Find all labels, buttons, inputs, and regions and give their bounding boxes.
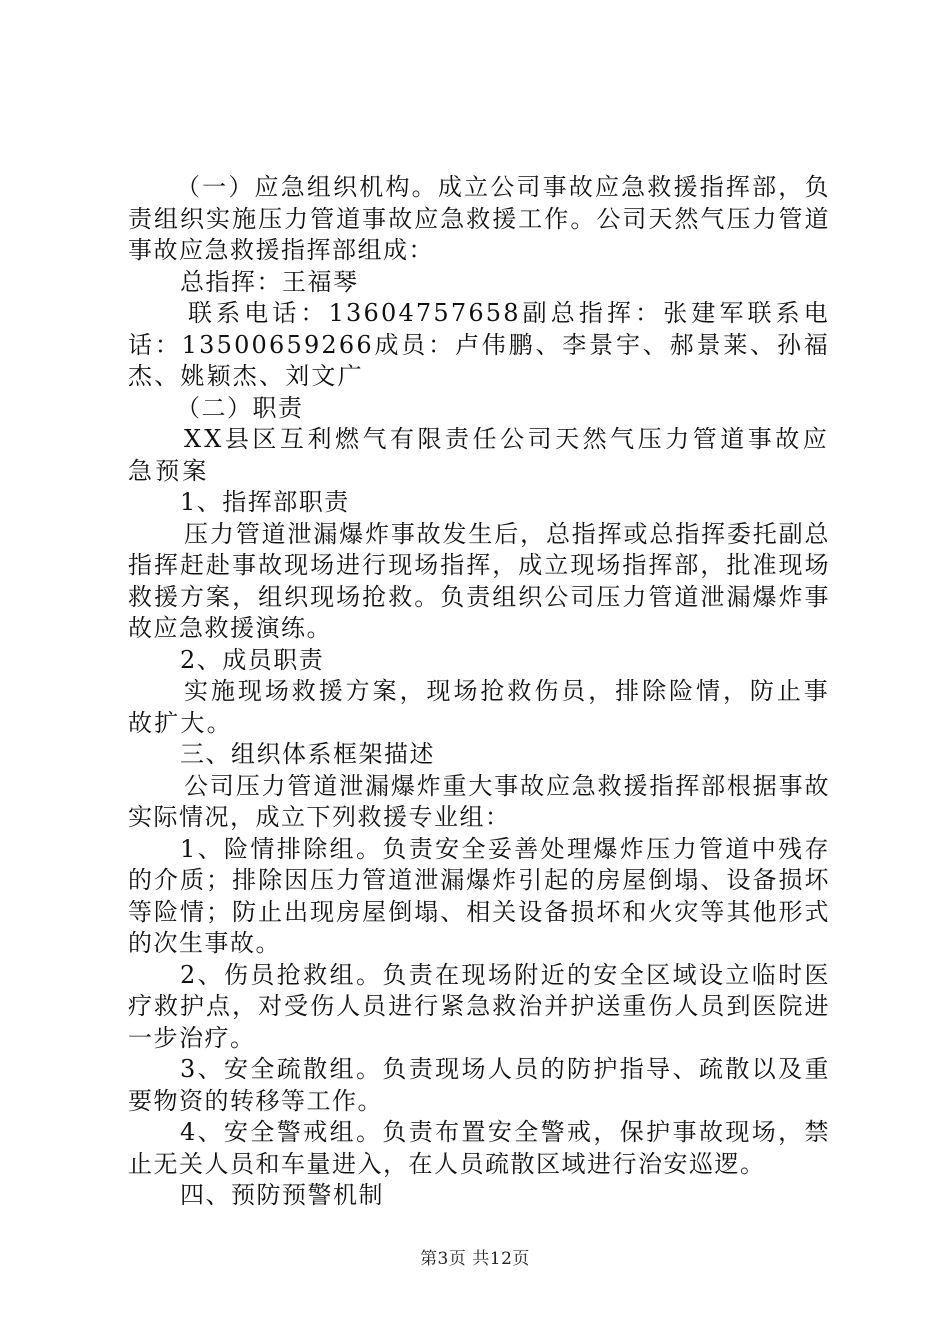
heading-duties: （二）职责 [176, 393, 304, 422]
heading-organization-framework: 三、组织体系框架描述 [180, 740, 435, 768]
heading-command-duties: 1、指挥部职责 [180, 488, 350, 516]
page-number-footer: 第3页 共12页 [420, 1249, 530, 1269]
paragraph-commander: 总指挥：王福琴 [180, 267, 359, 296]
paragraph-hazard-removal-group: 1、险情排除组。负责安全妥善处理爆炸压力管道中残存的介质；排除因压力管道泄漏爆炸引起的房屋倒塌、设备损坏等险情；防止出现房屋倒塌、相关设备损坏和火灾等其他形式的次生事故。 [128, 834, 830, 957]
paragraph-security-cordon-group: 4、安全警戒组。负责布置安全警戒，保护事故现场，禁止无关人员和车量进入，在人员疏散区域进行治安巡逻。 [128, 1118, 830, 1178]
paragraph-plan-title: XX县区互利燃气有限责任公司天然气压力管道事故应急预案 [128, 425, 830, 485]
paragraph-command-duties: 压力管道泄漏爆炸事故发生后，总指挥或总指挥委托副总指挥赶赴事故现场进行现场指挥，成立现场指挥部，批准现场救援方案，组织现场抢救。负责组织公司压力管道泄漏爆炸事故应急救援演练。 [128, 519, 830, 642]
paragraph-casualty-rescue-group: 2、伤员抢救组。负责在现场附近的安全区域设立临时医疗救护点，对受伤人员进行紧急救治并护送重伤人员到医院进一步治疗。 [128, 960, 830, 1052]
heading-prevention-warning: 四、预防预警机制 [180, 1181, 384, 1209]
paragraph-rescue-groups-intro: 公司压力管道泄漏爆炸重大事故应急救援指挥部根据事故实际情况，成立下列救援专业组： [128, 771, 830, 831]
paragraph-evacuation-group: 3、安全疏散组。负责现场人员的防护指导、疏散以及重要物资的转移等工作。 [128, 1055, 830, 1115]
paragraph-emergency-organization: （一）应急组织机构。成立公司事故应急救援指挥部，负责组织实施压力管道事故应急救援工作。公司天然气压力管道事故应急救援指挥部组成： [128, 173, 830, 264]
document-body [128, 172, 830, 1212]
paragraph-member-duties: 实施现场救援方案，现场抢救伤员，排除险情，防止事故扩大。 [128, 677, 830, 737]
paragraph-contacts-members: 联系电话：13604757658副总指挥：张建军联系电话：13500659266成员：卢伟鹏、李景宇、郝景莱、孙福杰、姚颖杰、刘文广 [128, 299, 830, 390]
heading-member-duties: 2、成员职责 [180, 645, 325, 674]
